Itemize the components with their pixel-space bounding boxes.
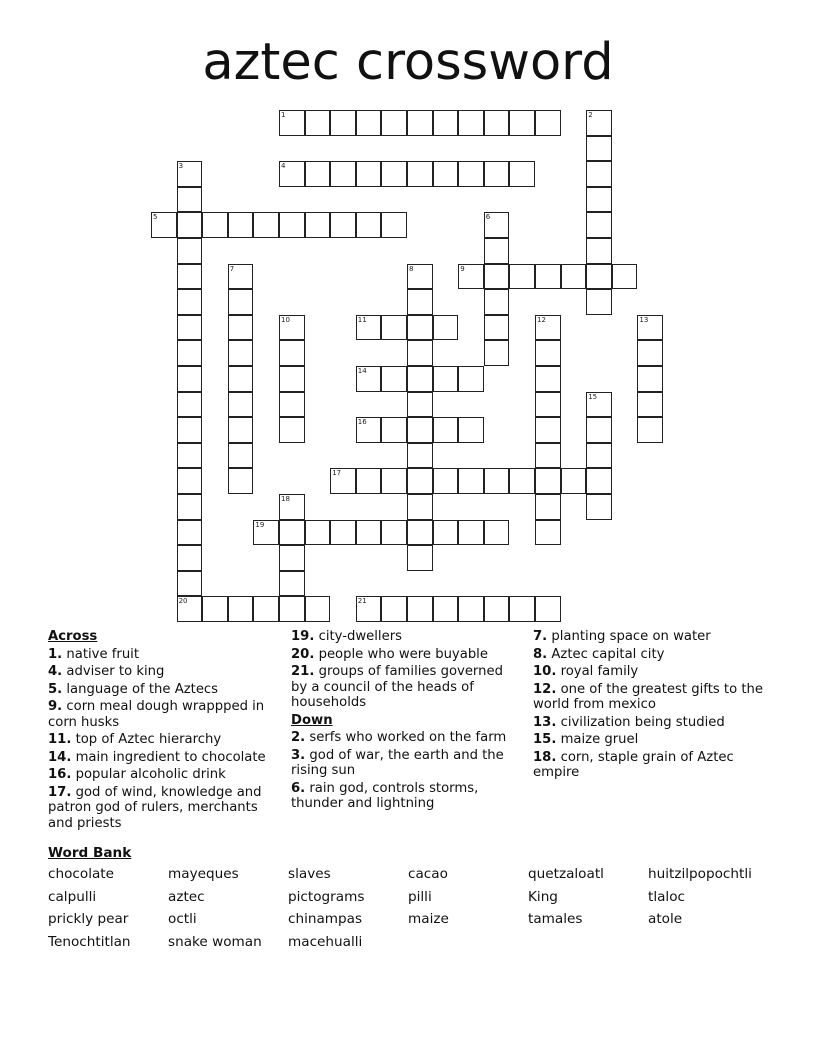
grid-cell[interactable] bbox=[484, 212, 510, 238]
clue-label: 17. bbox=[48, 784, 72, 800]
clue-number: 10 bbox=[281, 315, 290, 324]
clue bbox=[291, 781, 523, 812]
grid-cell[interactable] bbox=[509, 264, 535, 290]
word-bank-item: octli bbox=[168, 911, 197, 928]
grid-cell[interactable] bbox=[177, 289, 203, 315]
clue-text: god of wind, knowledge and patron god of rulers, merchants and priests bbox=[48, 784, 262, 831]
grid-cell[interactable] bbox=[586, 136, 612, 162]
grid-cell[interactable] bbox=[586, 161, 612, 187]
grid-cell[interactable] bbox=[407, 392, 433, 418]
grid-cell[interactable] bbox=[279, 392, 305, 418]
grid-cell[interactable] bbox=[561, 264, 587, 290]
clue-number: 6 bbox=[485, 213, 491, 222]
grid-cell[interactable] bbox=[586, 417, 612, 443]
clue bbox=[291, 647, 523, 663]
word-bank-heading: Word Bank bbox=[48, 845, 132, 861]
grid-cell[interactable] bbox=[407, 161, 433, 187]
grid-cell[interactable] bbox=[586, 212, 612, 238]
grid-cell[interactable] bbox=[637, 315, 663, 341]
word-bank-list bbox=[48, 865, 768, 951]
grid-cell[interactable] bbox=[637, 366, 663, 392]
clue-label: 3. bbox=[291, 747, 306, 763]
grid-cell[interactable] bbox=[509, 110, 535, 136]
grid-cell[interactable] bbox=[407, 596, 433, 622]
grid-cell[interactable] bbox=[279, 417, 305, 443]
clues-column-1 bbox=[48, 629, 280, 833]
grid-cell[interactable] bbox=[279, 340, 305, 366]
clue bbox=[533, 664, 765, 680]
clue-label: 8. bbox=[533, 646, 548, 662]
clue-number: 17 bbox=[332, 469, 342, 478]
word-bank-item: quetzaloatl bbox=[528, 866, 604, 882]
word-bank-item: tamales bbox=[528, 911, 583, 928]
clue bbox=[533, 715, 765, 731]
clue-text: god of war, the earth and the rising sun bbox=[291, 747, 504, 778]
clue-number: 2 bbox=[588, 111, 593, 119]
grid-cell[interactable] bbox=[381, 161, 407, 187]
grid-cell[interactable] bbox=[458, 417, 484, 443]
clue-text: native fruit bbox=[62, 646, 140, 662]
clue bbox=[291, 629, 523, 645]
grid-cell[interactable] bbox=[279, 596, 305, 622]
clue-text: Aztec capital city bbox=[547, 646, 665, 662]
clue bbox=[48, 699, 280, 730]
clue bbox=[48, 682, 280, 698]
clue-text: serfs who worked on the farm bbox=[305, 730, 507, 745]
word-bank-item: pilli bbox=[408, 888, 432, 905]
clue-number: 20 bbox=[178, 597, 188, 606]
grid-cell[interactable] bbox=[279, 494, 305, 520]
grid-cell[interactable] bbox=[381, 212, 407, 238]
grid-cell[interactable] bbox=[509, 468, 535, 494]
grid-cell[interactable] bbox=[177, 392, 203, 418]
grid-cell[interactable] bbox=[458, 264, 484, 290]
grid-cell[interactable] bbox=[177, 212, 203, 238]
clue-text: main ingredient to chocolate bbox=[71, 749, 266, 765]
grid-cell[interactable] bbox=[356, 315, 382, 341]
clue-text: one of the greatest gifts to the world from mexico bbox=[533, 681, 764, 712]
grid-cell[interactable] bbox=[381, 366, 407, 392]
grid-cell[interactable] bbox=[330, 468, 356, 494]
grid-cell[interactable] bbox=[253, 212, 279, 238]
clue-number: 7 bbox=[229, 264, 235, 273]
grid-cell[interactable] bbox=[356, 468, 382, 494]
grid-cell[interactable] bbox=[228, 212, 254, 238]
clue bbox=[48, 732, 280, 748]
grid-cell[interactable] bbox=[177, 340, 203, 366]
grid-cell[interactable] bbox=[535, 392, 561, 418]
clue-number: 12 bbox=[537, 315, 546, 324]
grid-cell[interactable] bbox=[305, 596, 331, 622]
grid-cell[interactable] bbox=[202, 596, 228, 622]
grid-cell[interactable] bbox=[433, 417, 459, 443]
clue-number: 15 bbox=[588, 392, 598, 401]
word-bank-item: huitzilpopochtli bbox=[648, 866, 752, 882]
grid-cell[interactable] bbox=[228, 340, 254, 366]
clue-label: 14. bbox=[48, 749, 72, 765]
clue bbox=[291, 730, 523, 746]
clue-label: 11. bbox=[48, 732, 72, 747]
grid-cell[interactable] bbox=[484, 264, 510, 290]
clue bbox=[48, 785, 280, 832]
word-bank-item: King bbox=[528, 888, 558, 905]
clue-number: 21 bbox=[357, 597, 367, 606]
grid-cell[interactable] bbox=[177, 468, 203, 494]
word-bank-item: pictograms bbox=[288, 888, 365, 905]
grid-cell[interactable] bbox=[433, 161, 459, 187]
clue bbox=[533, 647, 765, 663]
clue-label: 16. bbox=[48, 767, 72, 782]
grid-cell[interactable] bbox=[407, 417, 433, 443]
clue-text: royal family bbox=[556, 664, 639, 679]
grid-cell[interactable] bbox=[202, 212, 228, 238]
grid-cell[interactable] bbox=[561, 468, 587, 494]
grid-cell[interactable] bbox=[535, 417, 561, 443]
word-bank-item: snake woman bbox=[168, 933, 262, 950]
clue-text: top of Aztec hierarchy bbox=[71, 732, 222, 747]
grid-cell[interactable] bbox=[177, 264, 203, 290]
grid-cell[interactable] bbox=[509, 161, 535, 187]
grid-cell[interactable] bbox=[407, 468, 433, 494]
grid-cell[interactable] bbox=[305, 161, 331, 187]
word-bank-item: chinampas bbox=[288, 911, 363, 928]
clue bbox=[533, 682, 765, 713]
clue-text: corn meal dough wrappped in corn husks bbox=[48, 699, 265, 730]
grid-cell[interactable] bbox=[586, 443, 612, 469]
grid-cell[interactable] bbox=[381, 520, 407, 546]
grid-cell[interactable] bbox=[356, 520, 382, 546]
grid-cell[interactable] bbox=[279, 366, 305, 392]
grid-cell[interactable] bbox=[228, 443, 254, 469]
grid-cell[interactable] bbox=[637, 392, 663, 418]
word-bank bbox=[48, 845, 768, 951]
grid-cell[interactable] bbox=[177, 443, 203, 469]
grid-cell[interactable] bbox=[458, 110, 484, 136]
grid-cell[interactable] bbox=[407, 366, 433, 392]
grid-cell[interactable] bbox=[433, 468, 459, 494]
word-bank-item: prickly pear bbox=[48, 911, 129, 928]
grid-cell[interactable] bbox=[305, 520, 331, 546]
grid-cell[interactable] bbox=[535, 110, 561, 136]
grid-cell[interactable] bbox=[177, 366, 203, 392]
grid-cell[interactable] bbox=[407, 340, 433, 366]
grid-cell[interactable] bbox=[177, 161, 203, 187]
grid-cell[interactable] bbox=[177, 571, 203, 597]
clue-number: 8 bbox=[409, 264, 414, 273]
grid-cell[interactable] bbox=[586, 264, 612, 290]
clue-text: adviser to king bbox=[62, 664, 165, 679]
grid-cell[interactable] bbox=[484, 520, 510, 546]
clue-number: 14 bbox=[357, 367, 367, 375]
grid-cell[interactable] bbox=[330, 161, 356, 187]
grid-cell[interactable] bbox=[484, 596, 510, 622]
grid-cell[interactable] bbox=[407, 110, 433, 136]
clue-label: 21. bbox=[291, 664, 315, 679]
clue-label: 9. bbox=[48, 699, 63, 714]
grid-cell[interactable] bbox=[381, 110, 407, 136]
word-bank-item: chocolate bbox=[48, 866, 114, 882]
clue-label: 18. bbox=[533, 749, 557, 765]
grid-cell[interactable] bbox=[381, 315, 407, 341]
grid-cell[interactable] bbox=[228, 315, 254, 341]
clues-column-3 bbox=[533, 629, 765, 783]
grid-cell[interactable] bbox=[407, 289, 433, 315]
grid-cell[interactable] bbox=[356, 596, 382, 622]
word-bank-item: aztec bbox=[168, 888, 205, 905]
clue bbox=[533, 629, 765, 645]
clue-label: 4. bbox=[48, 664, 63, 679]
clue-number: 13 bbox=[639, 315, 649, 324]
clue bbox=[48, 750, 280, 766]
clue-label: 2. bbox=[291, 730, 306, 745]
puzzle-title: aztec crossword bbox=[202, 33, 614, 92]
grid-cell[interactable] bbox=[637, 340, 663, 366]
grid-cell[interactable] bbox=[228, 392, 254, 418]
grid-cell[interactable] bbox=[586, 187, 612, 213]
grid-cell[interactable] bbox=[330, 520, 356, 546]
clue-label: 19. bbox=[291, 629, 315, 644]
grid-cell[interactable] bbox=[177, 315, 203, 341]
grid-cell[interactable] bbox=[356, 110, 382, 136]
clue bbox=[291, 664, 523, 711]
grid-cell[interactable] bbox=[458, 468, 484, 494]
grid-cell[interactable] bbox=[586, 468, 612, 494]
grid-cell[interactable] bbox=[407, 545, 433, 571]
grid-cell[interactable] bbox=[279, 212, 305, 238]
grid-cell[interactable] bbox=[509, 596, 535, 622]
clue-label: 7. bbox=[533, 629, 548, 644]
grid-cell[interactable] bbox=[228, 289, 254, 315]
clue-number: 1 bbox=[281, 111, 286, 119]
grid-cell[interactable] bbox=[458, 161, 484, 187]
grid-cell[interactable] bbox=[484, 340, 510, 366]
grid-cell[interactable] bbox=[228, 596, 254, 622]
grid-cell[interactable] bbox=[586, 110, 612, 136]
grid-cell[interactable] bbox=[177, 187, 203, 213]
clue-label: 5. bbox=[48, 681, 63, 697]
clue-label: 1. bbox=[48, 646, 63, 662]
word-bank-item: atole bbox=[648, 911, 683, 928]
clue-text: people who were buyable bbox=[314, 646, 488, 662]
grid-cell[interactable] bbox=[484, 289, 510, 315]
grid-cell[interactable] bbox=[330, 110, 356, 136]
grid-cell[interactable] bbox=[305, 110, 331, 136]
grid-cell[interactable] bbox=[228, 468, 254, 494]
clue-text: maize gruel bbox=[556, 732, 639, 747]
across-heading: Across bbox=[48, 629, 98, 644]
clue bbox=[48, 647, 280, 663]
clue-label: 10. bbox=[533, 664, 557, 679]
grid-cell[interactable] bbox=[586, 238, 612, 264]
clue-text: groups of families governed by a council of the heads of households bbox=[291, 664, 503, 710]
grid-cell[interactable] bbox=[253, 596, 279, 622]
clue-number: 19 bbox=[255, 520, 265, 529]
clue-text: city-dwellers bbox=[314, 629, 402, 644]
clue-text: planting space on water bbox=[547, 629, 711, 644]
grid-cell[interactable] bbox=[177, 596, 203, 622]
grid-cell[interactable] bbox=[433, 596, 459, 622]
grid-cell[interactable] bbox=[407, 494, 433, 520]
grid-cell[interactable] bbox=[484, 110, 510, 136]
clues-column-2 bbox=[291, 629, 523, 814]
grid-cell[interactable] bbox=[279, 315, 305, 341]
grid-cell[interactable] bbox=[407, 315, 433, 341]
grid-cell[interactable] bbox=[177, 238, 203, 264]
grid-cell[interactable] bbox=[305, 212, 331, 238]
grid-cell[interactable] bbox=[381, 468, 407, 494]
clue-number: 11 bbox=[357, 315, 367, 324]
clue-text: rain god, controls storms, thunder and lightning bbox=[291, 780, 479, 811]
clue bbox=[291, 748, 523, 779]
clue-text: civilization being studied bbox=[556, 714, 725, 730]
word-bank-item: tlaloc bbox=[648, 888, 686, 905]
grid-cell[interactable] bbox=[535, 340, 561, 366]
grid-cell[interactable] bbox=[535, 596, 561, 622]
grid-cell[interactable] bbox=[407, 264, 433, 290]
grid-cell[interactable] bbox=[381, 417, 407, 443]
clue-label: 20. bbox=[291, 646, 315, 662]
grid-cell[interactable] bbox=[407, 520, 433, 546]
down-heading: Down bbox=[291, 712, 333, 728]
grid-cell[interactable] bbox=[535, 494, 561, 520]
word-bank-item: cacao bbox=[408, 866, 448, 882]
grid-cell[interactable] bbox=[535, 315, 561, 341]
grid-cell[interactable] bbox=[177, 520, 203, 546]
grid-cell[interactable] bbox=[228, 417, 254, 443]
grid-cell[interactable] bbox=[484, 468, 510, 494]
grid-cell[interactable] bbox=[458, 520, 484, 546]
clue-number: 16 bbox=[357, 418, 367, 427]
clue-label: 12. bbox=[533, 681, 557, 697]
grid-cell[interactable] bbox=[484, 161, 510, 187]
grid-cell[interactable] bbox=[586, 392, 612, 418]
grid-cell[interactable] bbox=[637, 417, 663, 443]
grid-cell[interactable] bbox=[433, 110, 459, 136]
word-bank-item: macehualli bbox=[288, 933, 363, 950]
grid-cell[interactable] bbox=[484, 315, 510, 341]
clue bbox=[533, 750, 765, 781]
grid-cell[interactable] bbox=[279, 110, 305, 136]
clue-number: 4 bbox=[281, 162, 286, 171]
clue-text: corn, staple grain of Aztec empire bbox=[533, 749, 734, 780]
grid-cell[interactable] bbox=[433, 315, 459, 341]
grid-cell[interactable] bbox=[433, 520, 459, 546]
grid-cell[interactable] bbox=[535, 366, 561, 392]
grid-cell[interactable] bbox=[356, 161, 382, 187]
grid-cell[interactable] bbox=[612, 264, 638, 290]
grid-cell[interactable] bbox=[253, 520, 279, 546]
grid-cell[interactable] bbox=[356, 212, 382, 238]
clue-label: 6. bbox=[291, 780, 306, 796]
grid-cell[interactable] bbox=[330, 212, 356, 238]
clue-label: 15. bbox=[533, 732, 557, 747]
word-bank-item: mayeques bbox=[168, 866, 239, 882]
grid-cell[interactable] bbox=[484, 238, 510, 264]
clue bbox=[533, 732, 765, 748]
grid-cell[interactable] bbox=[177, 494, 203, 520]
clue-number: 3 bbox=[178, 162, 184, 171]
grid-cell[interactable] bbox=[535, 468, 561, 494]
grid-cell[interactable] bbox=[458, 596, 484, 622]
grid-cell[interactable] bbox=[586, 289, 612, 315]
grid-cell[interactable] bbox=[228, 264, 254, 290]
clue bbox=[48, 767, 280, 783]
grid-cell[interactable] bbox=[381, 596, 407, 622]
grid-cell[interactable] bbox=[586, 494, 612, 520]
word-bank-item: slaves bbox=[288, 866, 331, 882]
grid-cell[interactable] bbox=[535, 264, 561, 290]
clue-label: 13. bbox=[533, 714, 557, 730]
grid-cell[interactable] bbox=[279, 520, 305, 546]
clue-text: language of the Aztecs bbox=[62, 681, 219, 697]
grid-cell[interactable] bbox=[433, 366, 459, 392]
word-bank-item: maize bbox=[408, 911, 449, 928]
grid-cell[interactable] bbox=[279, 545, 305, 571]
grid-cell[interactable] bbox=[407, 443, 433, 469]
grid-cell[interactable] bbox=[228, 366, 254, 392]
grid-cell[interactable] bbox=[177, 545, 203, 571]
grid-cell[interactable] bbox=[279, 571, 305, 597]
word-bank-item: calpulli bbox=[48, 888, 97, 905]
word-bank-item: Tenochtitlan bbox=[48, 933, 131, 950]
clue-number: 9 bbox=[460, 264, 465, 273]
clue-number: 5 bbox=[153, 213, 158, 222]
grid-cell[interactable] bbox=[535, 443, 561, 469]
grid-cell[interactable] bbox=[177, 417, 203, 443]
clue-number: 18 bbox=[281, 495, 290, 503]
grid-cell[interactable] bbox=[151, 212, 177, 238]
grid-cell[interactable] bbox=[535, 520, 561, 546]
grid-cell[interactable] bbox=[356, 366, 382, 392]
grid-cell[interactable] bbox=[356, 417, 382, 443]
clue bbox=[48, 664, 280, 680]
clue-text: popular alcoholic drink bbox=[71, 767, 226, 782]
grid-cell[interactable] bbox=[279, 161, 305, 187]
grid-cell[interactable] bbox=[458, 366, 484, 392]
